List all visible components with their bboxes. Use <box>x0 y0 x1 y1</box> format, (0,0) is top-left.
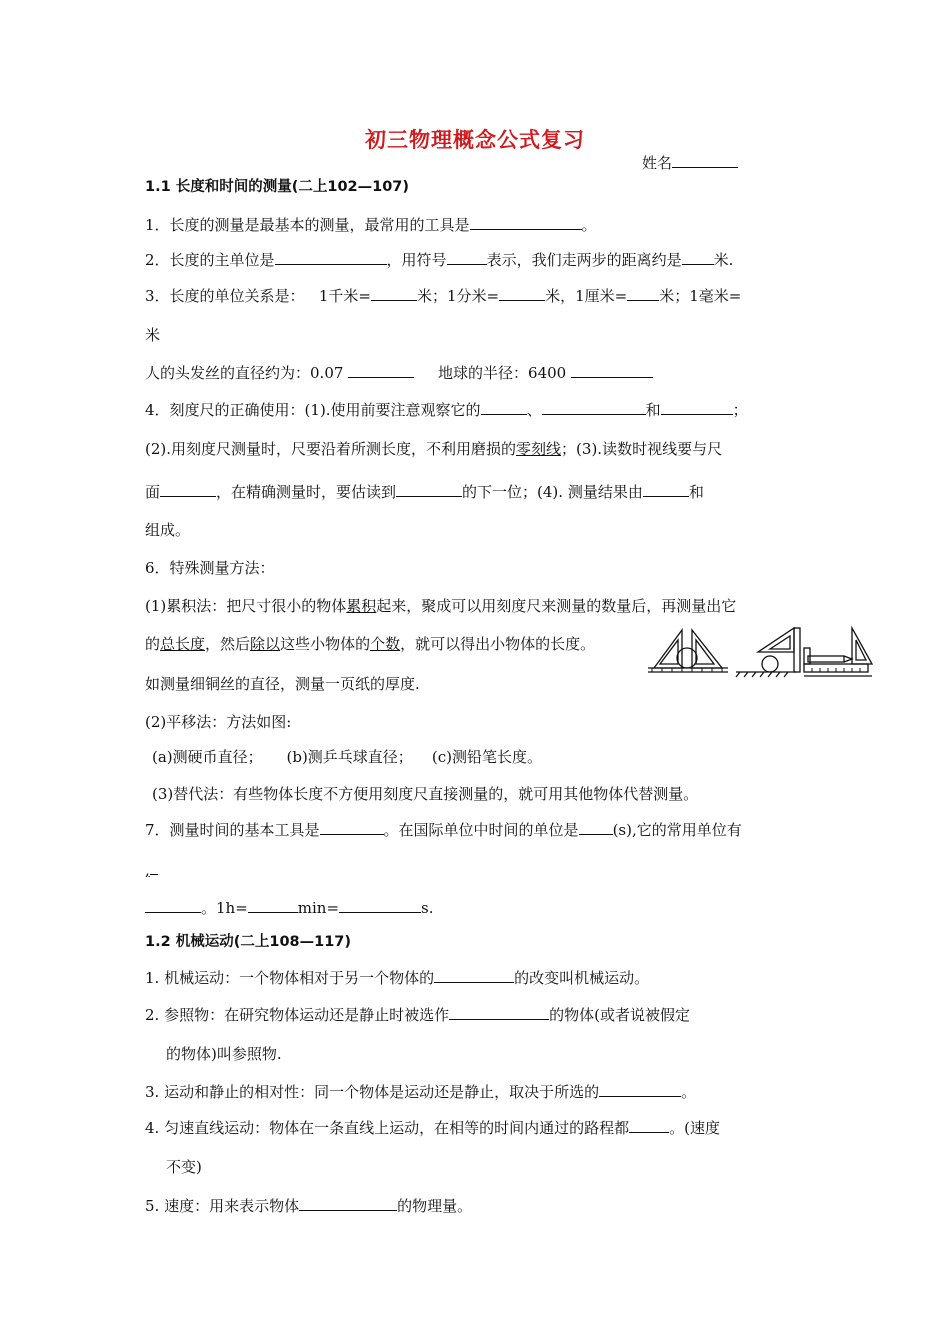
blank[interactable] <box>339 897 421 913</box>
blank[interactable] <box>499 285 545 301</box>
measurement-figures <box>646 624 876 680</box>
blank[interactable] <box>449 1004 549 1020</box>
blank[interactable] <box>627 285 659 301</box>
q6: 6．特殊测量方法： <box>145 559 275 577</box>
blank[interactable] <box>299 1195 397 1211</box>
blank[interactable] <box>371 285 417 301</box>
pencil-length-figure <box>804 628 872 676</box>
l2: 2. 参照物：在研究物体运动还是静止时被选作 的物体(或者说被假定 <box>145 1006 690 1024</box>
blank[interactable] <box>542 399 646 415</box>
q6b: 的总长度，然后除以这些小物体的个数，就可以得出小物体的长度。 <box>145 635 596 653</box>
l3: 3. 运动和静止的相对性：同一个物体是运动还是静止，取决于所选的 。 <box>145 1083 697 1101</box>
ball-diameter-figure <box>736 628 800 677</box>
blank[interactable] <box>150 859 158 875</box>
blank[interactable] <box>447 249 487 265</box>
l1: 1. 机械运动：一个物体相对于另一个物体的 的改变叫机械运动。 <box>145 969 650 987</box>
blank[interactable] <box>599 1081 681 1097</box>
q6e: (a)测硬币直径； (b)测乒乓球直径； (c)测铅笔长度。 <box>152 748 542 766</box>
coin-diameter-figure <box>648 630 728 672</box>
blank[interactable] <box>470 214 582 230</box>
section-heading-2: 1.2 机械运动(二上108—117) <box>145 934 352 950</box>
blank[interactable] <box>481 399 527 415</box>
blank[interactable] <box>145 897 201 913</box>
l2b: 的物体)叫参照物. <box>166 1045 282 1063</box>
q3: 3．长度的单位关系是： 1千米= 米；1分米= 米，1厘米= 米；1毫米= <box>145 287 742 305</box>
q6d: (2)平移法：方法如图: <box>145 713 292 731</box>
blank[interactable] <box>160 481 216 497</box>
q6f: (3)替代法：有些物体长度不方便用刻度尺直接测量的，就可用其他物体代替测量。 <box>152 785 699 803</box>
blank[interactable] <box>661 399 733 415</box>
q3-unit: 米 <box>145 326 161 344</box>
blank[interactable] <box>571 362 653 378</box>
blank[interactable] <box>396 481 462 497</box>
blank[interactable] <box>248 897 298 913</box>
q4c: 面 ，在精确测量时，要估读到 的下一位；(4). 测量结果由 和 <box>145 483 704 501</box>
q7b: , <box>145 859 158 880</box>
q3b: 人的头发丝的直径约为：0.07 地球的半径：6400 <box>145 362 653 383</box>
q7c: 。1h= min= s. <box>145 897 434 918</box>
blank[interactable] <box>682 249 714 265</box>
q6a: (1)累积法：把尺寸很小的物体累积起来，聚成可以用刻度尺来测量的数量后，再测量出它 <box>145 597 737 615</box>
l4: 4. 匀速直线运动：物体在一条直线上运动，在相等的时间内通过的路程都 。(速度 <box>145 1119 720 1137</box>
page-title: 初三物理概念公式复习 <box>365 127 585 152</box>
l5: 5. 速度：用来表示物体 的物理量。 <box>145 1197 473 1215</box>
q7: 7．测量时间的基本工具是 。在国际单位中时间的单位是 (s),它的常用单位有 <box>145 821 742 839</box>
section-heading-1: 1.1 长度和时间的测量(二上102—107) <box>145 179 410 195</box>
q4b: (2).用刻度尺测量时，尺要沿着所测长度，不利用磨损的零刻线；(3).读数时视线要与尺 <box>145 440 723 458</box>
q4: 4．刻度尺的正确使用：(1).使用前要注意观察它的 、 和 ； <box>145 401 748 419</box>
q2: 2．长度的主单位是 ，用符号 表示，我们走两步的距离约是 米. <box>145 251 734 269</box>
blank[interactable] <box>320 819 384 835</box>
l4b: 不变) <box>166 1158 202 1176</box>
name-field[interactable] <box>642 152 738 173</box>
blank[interactable] <box>629 1117 669 1133</box>
blank[interactable] <box>643 481 689 497</box>
blank[interactable] <box>579 819 613 835</box>
q6c: 如测量细铜丝的直径，测量一页纸的厚度. <box>145 675 420 693</box>
q4d: 组成。 <box>145 521 191 539</box>
name-label: 姓名 <box>642 154 673 172</box>
blank[interactable] <box>434 967 514 983</box>
name-blank[interactable] <box>672 152 738 168</box>
blank[interactable] <box>275 249 387 265</box>
q1: 1．长度的测量是最基本的测量，最常用的工具是 。 <box>145 216 597 234</box>
blank[interactable] <box>348 362 414 378</box>
